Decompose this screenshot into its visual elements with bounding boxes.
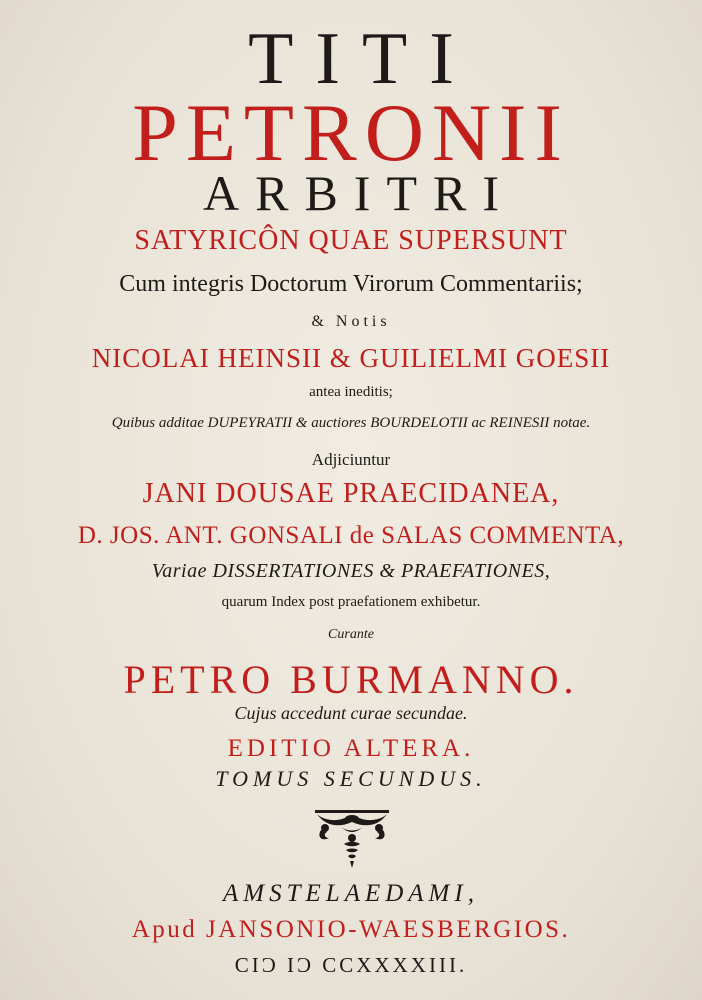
dissertations-line: Variae DISSERTATIONES & PRAEFATIONES, bbox=[151, 560, 551, 582]
author-first-name: TITI bbox=[248, 18, 476, 100]
imprint-place: AMSTELAEDAMI, bbox=[223, 880, 479, 907]
notes-intro: & Notis bbox=[311, 313, 391, 330]
editor-name: PETRO BURMANNO. bbox=[123, 657, 579, 702]
additions-line: Quibus additae DUPEYRATII & auctiores BOURDELOTII ac REINESII notae. bbox=[111, 415, 591, 431]
author-name: PETRONII bbox=[132, 87, 570, 178]
author-cognomen: ARBITRI bbox=[203, 165, 515, 221]
index-note: quarum Index post praefationem exhibetur. bbox=[221, 594, 481, 610]
unpublished-note: antea ineditis; bbox=[309, 384, 393, 400]
work-title: SATYRICÔN QUAE SUPERSUNT bbox=[134, 225, 568, 256]
second-care-line: Cujus accedunt curae secundae. bbox=[234, 703, 468, 723]
gonsali-line: D. JOS. ANT. GONSALI de SALAS COMMENTA, bbox=[77, 522, 625, 549]
annotators: NICOLAI HEINSII & GUILIELMI GOESII bbox=[91, 343, 611, 373]
commentary-line: Cum integris Doctorum Virorum Commentariis; bbox=[119, 271, 583, 297]
imprint-publisher: Apud JANSONIO-WAESBERGIOS. bbox=[131, 916, 571, 943]
printers-fleuron-icon bbox=[311, 808, 393, 870]
edition-line: EDITIO ALTERA. bbox=[227, 735, 475, 762]
curante: Curante bbox=[328, 627, 374, 642]
imprint-year: CIƆ IƆ CCXXXXIII. bbox=[234, 953, 468, 977]
dousa-line: JANI DOUSAE PRAECIDANEA, bbox=[142, 478, 560, 509]
volume-line: TOMUS SECUNDUS. bbox=[215, 766, 487, 791]
adjiciuntur: Adjiciuntur bbox=[311, 450, 391, 469]
